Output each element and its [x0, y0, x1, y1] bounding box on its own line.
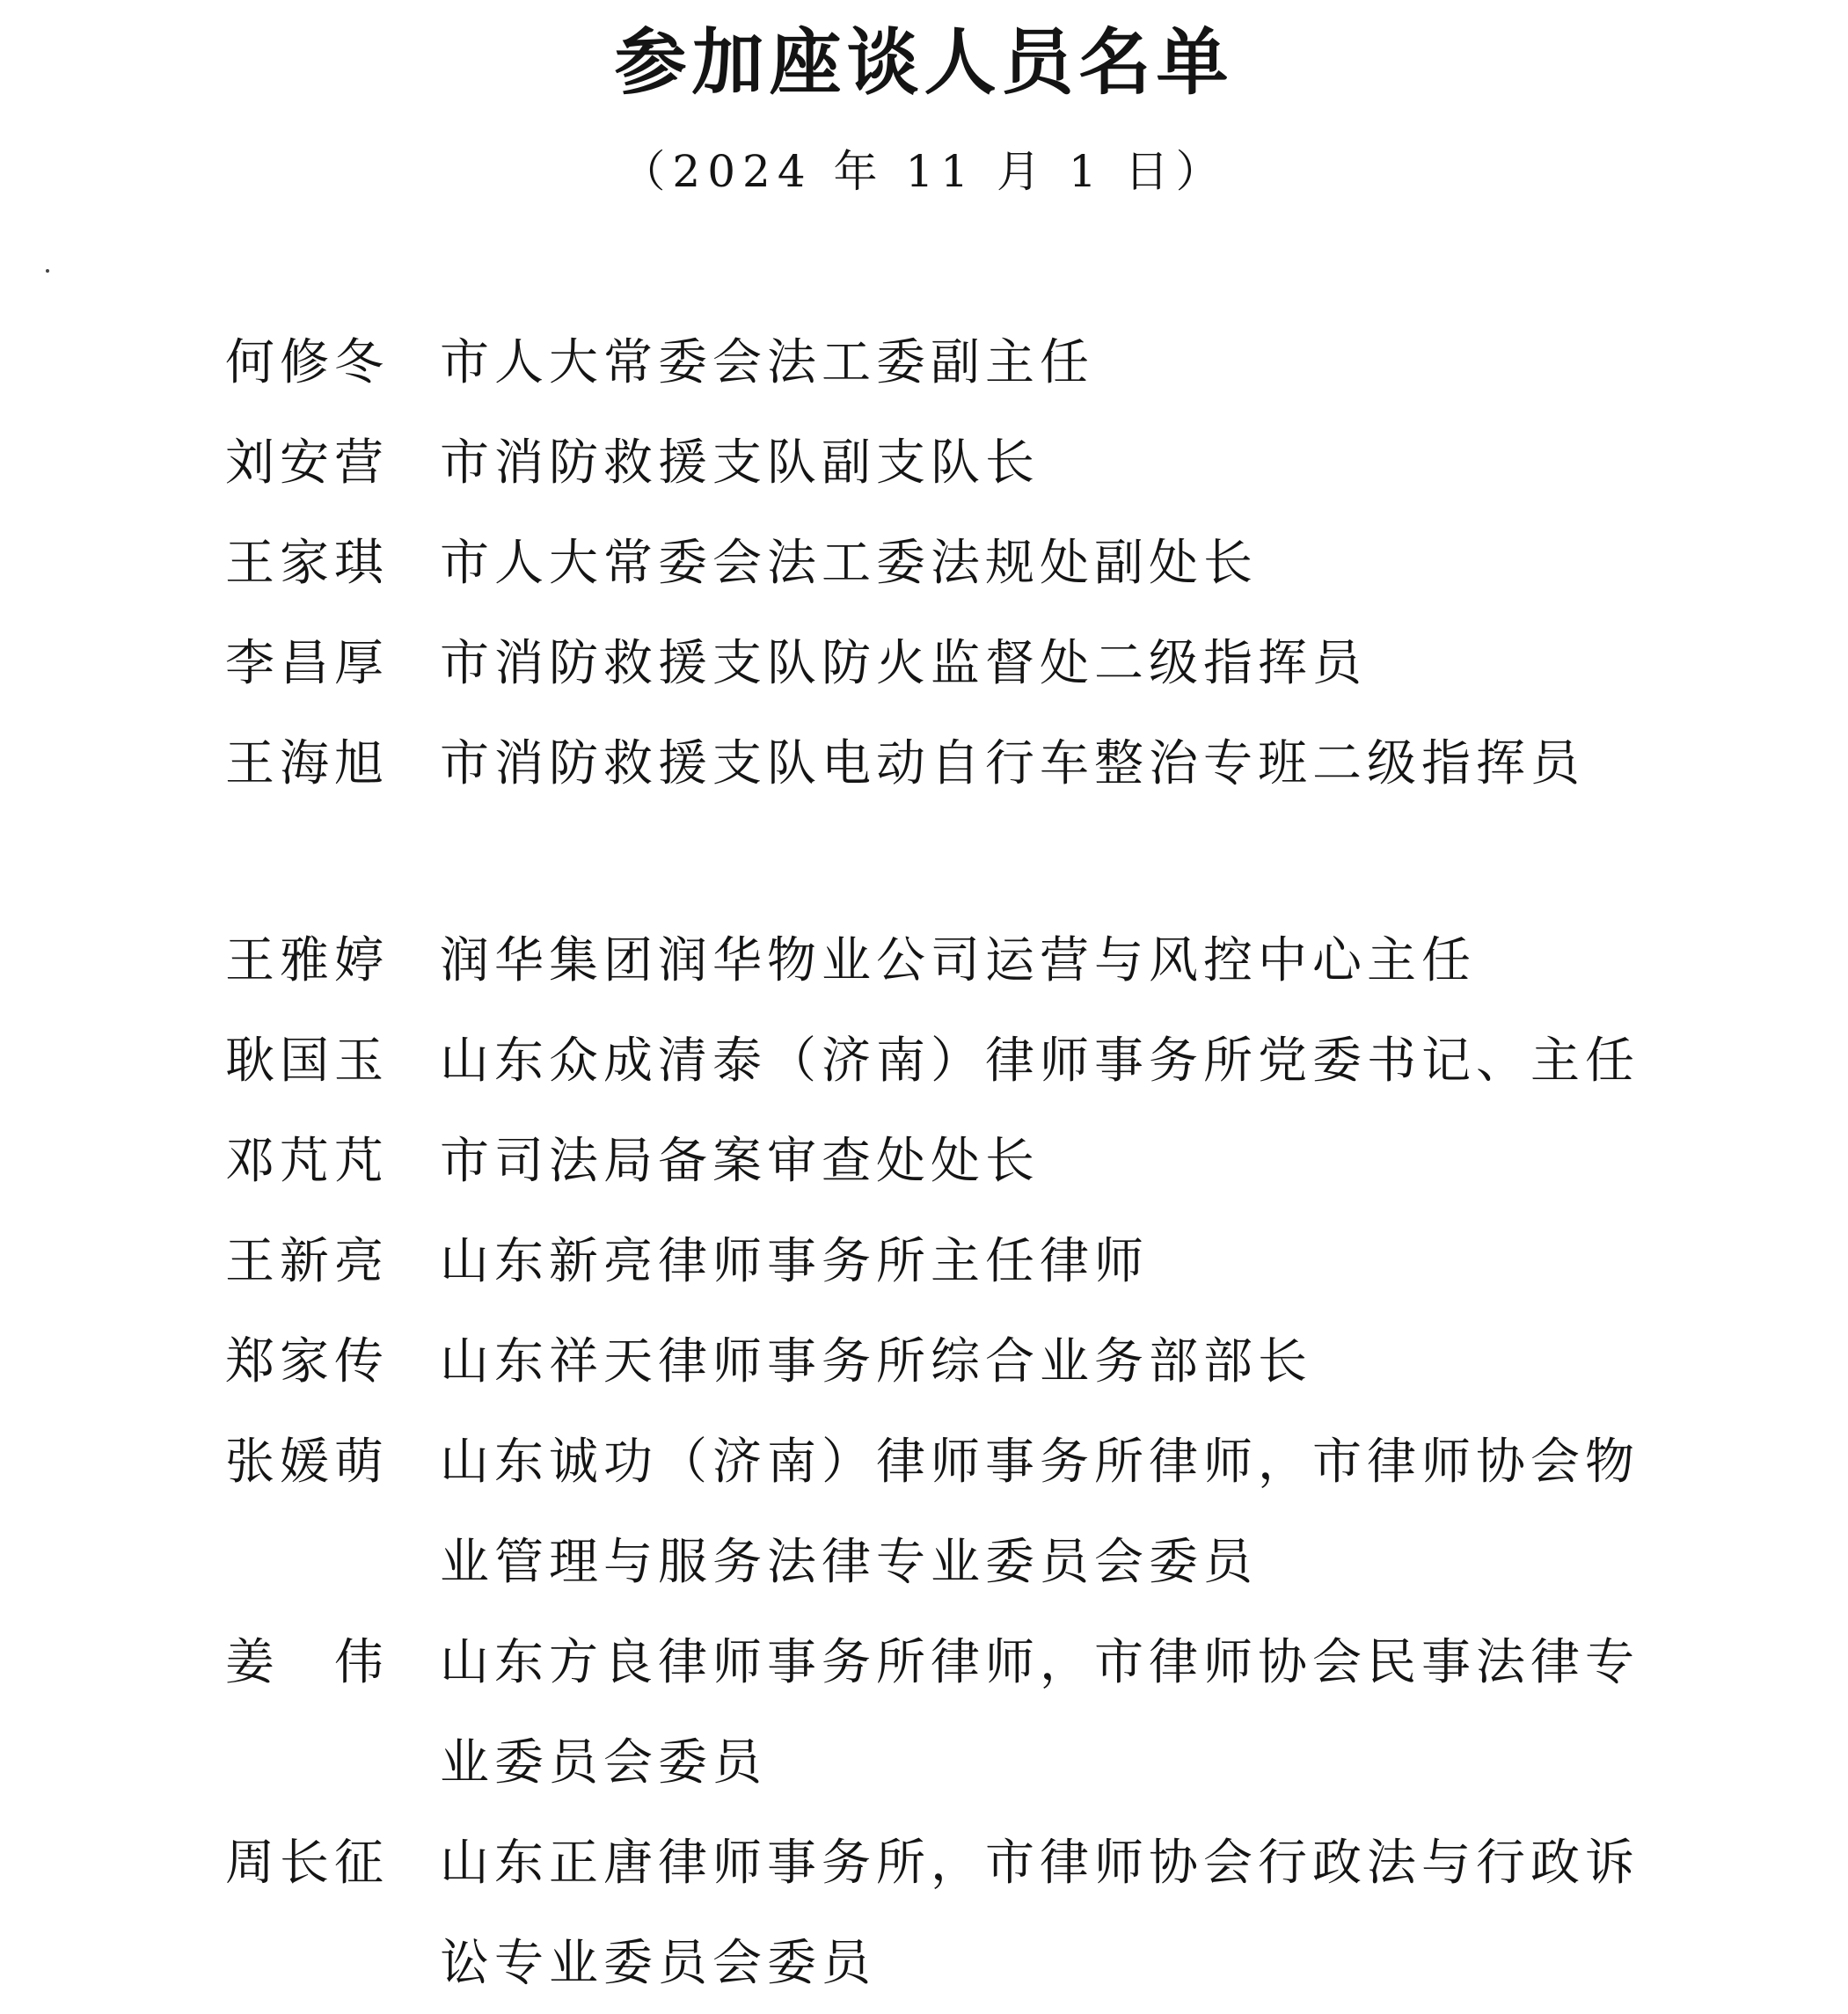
attendee-name: 姜伟	[225, 1634, 383, 1691]
attendee-name: 王新亮	[225, 1233, 383, 1290]
attendee-role: 山东新亮律师事务所主任律师	[440, 1233, 1149, 1290]
attendee-name: 邓芃芃	[225, 1133, 383, 1190]
attendee-role: 山东祥天律师事务所综合业务部部长	[440, 1333, 1312, 1390]
attendee-name: 张媛萌	[225, 1434, 383, 1491]
attendee-name: 王家琪	[225, 535, 383, 592]
attendee-role: 市人大常委会法工委法规处副处长	[440, 535, 1258, 592]
attendee-name: 何修冬	[225, 334, 383, 391]
attendee-role: 市人大常委会法工委副主任	[440, 334, 1094, 391]
page-title: 参加座谈人员名单	[614, 21, 1234, 105]
attendee-role: 山东诚功（济南）律师事务所律师，市律师协会物业管理与服务法律专业委员会委员	[440, 1434, 1640, 1591]
scan-speck	[46, 269, 49, 273]
attendee-role: 市司法局备案审查处处长	[440, 1133, 1040, 1190]
attendee-role: 市消防救援支队防火监督处二级指挥员	[440, 635, 1367, 692]
attendee-name: 王雅婷	[225, 932, 383, 989]
attendee-name: 刘安营	[225, 434, 383, 492]
attendee-role: 山东众成清泰（济南）律师事务所党委书记、主任	[440, 1033, 1640, 1090]
attendee-name: 李昌厚	[225, 635, 383, 692]
attendee-name: 耿国玉	[225, 1033, 383, 1090]
attendee-role: 山东正唐律师事务所，市律师协会行政法与行政诉讼专业委员会委员	[440, 1835, 1640, 1992]
attendee-role: 润华集团润华物业公司运营与风控中心主任	[440, 932, 1476, 989]
meeting-date: （2024 年 11 月 1 日）	[621, 146, 1227, 197]
attendee-role: 山东方良律师事务所律师，市律师协会民事法律专业委员会委员	[440, 1634, 1640, 1791]
attendee-role: 市消防救援支队副支队长	[440, 434, 1040, 492]
attendee-name: 周长征	[225, 1835, 383, 1892]
attendee-name: 郑家传	[225, 1333, 383, 1390]
attendee-name: 王海旭	[225, 735, 383, 792]
attendee-role: 市消防救援支队电动自行车整治专班二级指挥员	[440, 735, 1585, 792]
